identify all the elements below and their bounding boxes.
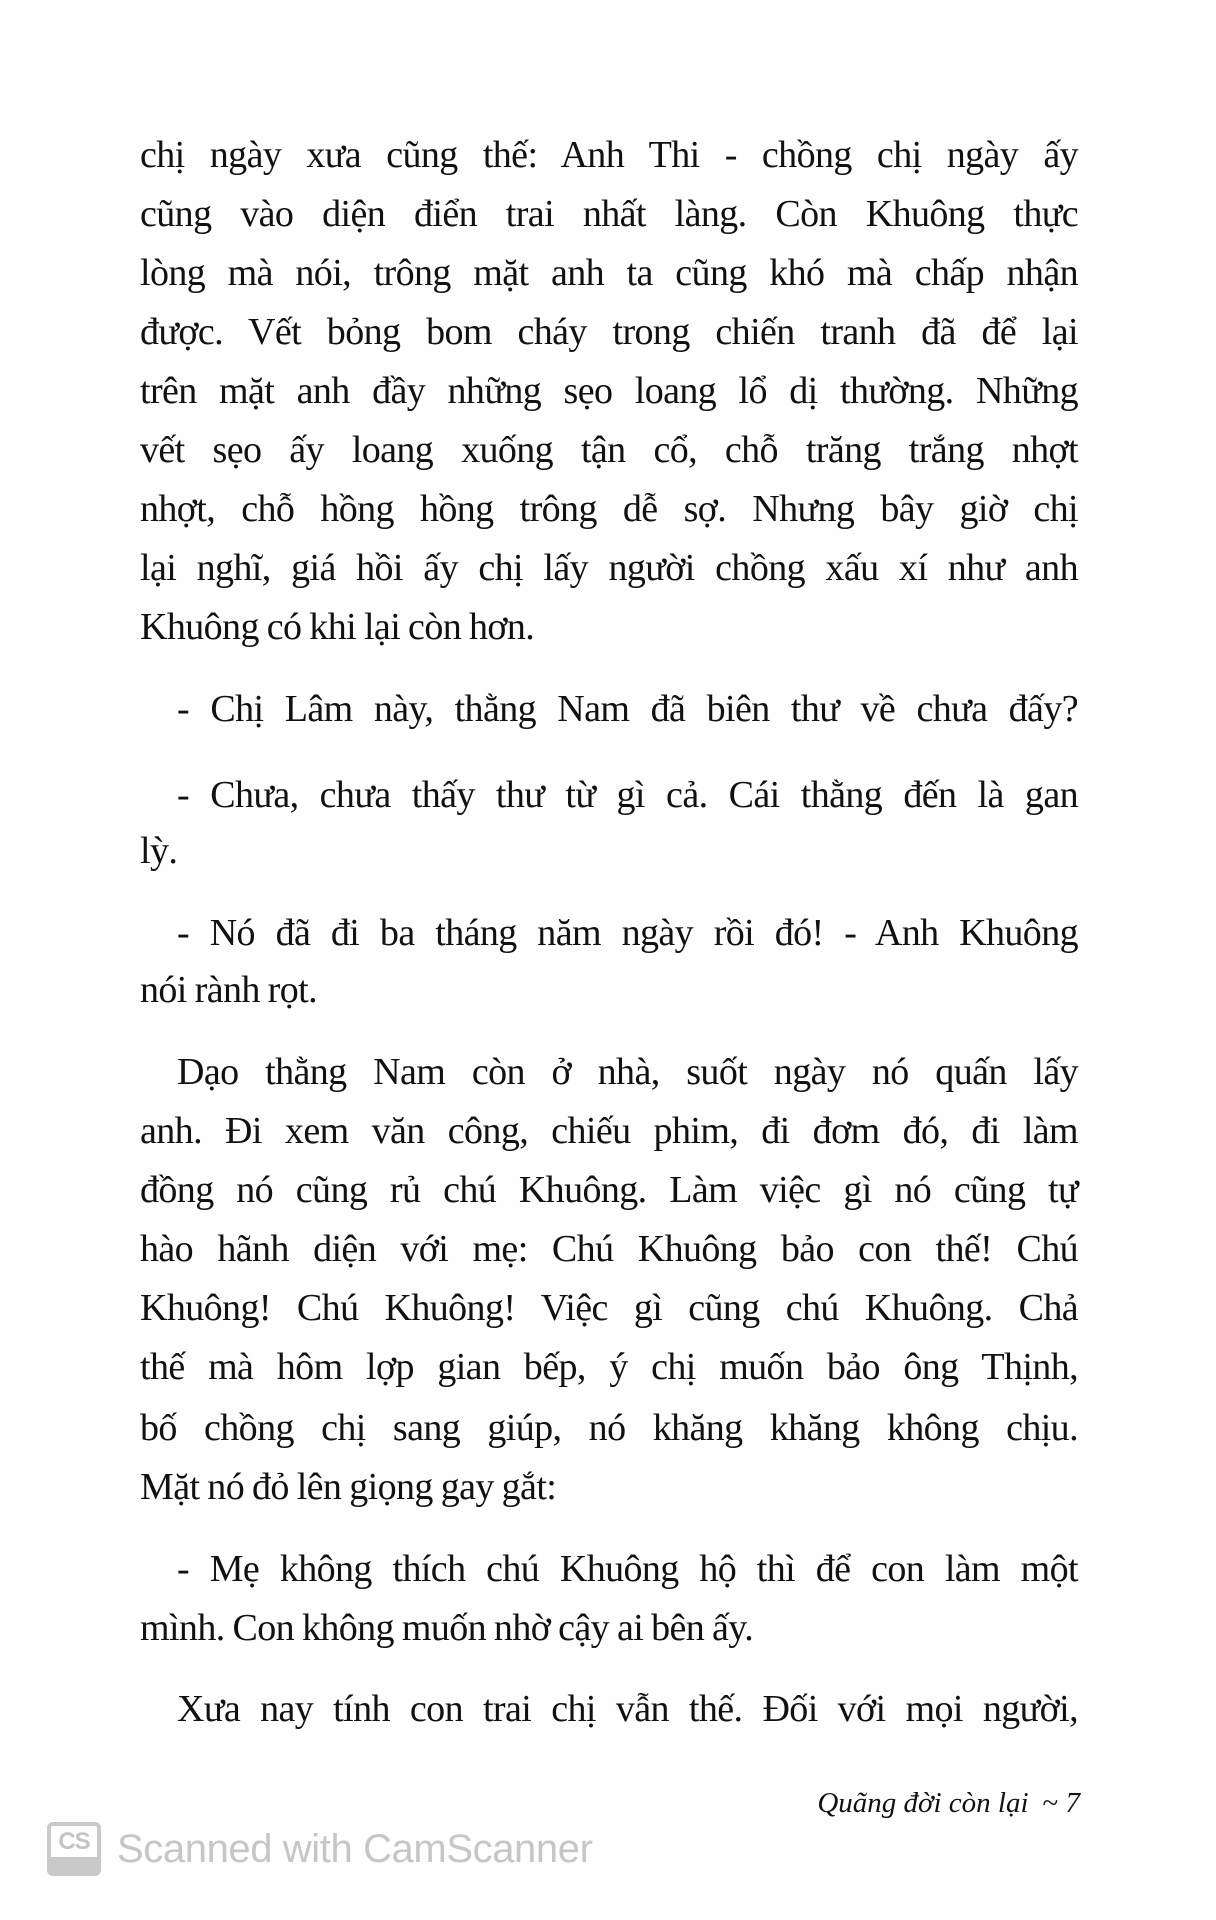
text-line: nói rành rọt.	[140, 969, 317, 1011]
text-line: nhợt, chỗ hồng hồng trông dễ sợ. Nhưng bây giờ chị	[140, 488, 1078, 530]
text-line: Dạo thằng Nam còn ở nhà, suốt ngày nó quấn lấy	[177, 1051, 1078, 1093]
logo-text: CS	[58, 1828, 90, 1855]
text-line: - Nó đã đi ba tháng năm ngày rồi đó! - Anh Khuông	[177, 912, 1078, 954]
text-line: Khuông có khi lại còn hơn.	[140, 606, 535, 648]
text-line: Xưa nay tính con trai chị vẫn thế. Đối với mọi người,	[177, 1688, 1078, 1730]
book-title: Quãng đời còn lại	[817, 1787, 1029, 1819]
text-line: - Chị Lâm này, thằng Nam đã biên thư về chưa đấy?	[177, 688, 1078, 730]
text-line: lại nghĩ, giá hồi ấy chị lấy người chồng xấu xí như anh	[140, 547, 1078, 589]
camscanner-logo-icon	[47, 1822, 101, 1876]
logo-bar	[51, 1857, 97, 1872]
page-number: 7	[1065, 1787, 1080, 1819]
text-line: vết sẹo ấy loang xuống tận cổ, chỗ trăng trắng nhợt	[140, 429, 1078, 471]
text-line: cũng vào diện điển trai nhất làng. Còn Khuông thực	[140, 193, 1078, 235]
watermark-text: Scanned with CamScanner	[117, 1827, 593, 1871]
text-line: lòng mà nói, trông mặt anh ta cũng khó mà chấp nhận	[140, 252, 1078, 294]
text-line: - Mẹ không thích chú Khuông hộ thì để con làm một	[177, 1548, 1078, 1590]
text-line: - Chưa, chưa thấy thư từ gì cả. Cái thằng đến là gan	[177, 774, 1078, 816]
footer-separator: ~	[1042, 1787, 1059, 1819]
camscanner-watermark	[47, 1820, 593, 1878]
text-line: mình. Con không muốn nhờ cậy ai bên ấy.	[140, 1607, 754, 1649]
text-line: đồng nó cũng rủ chú Khuông. Làm việc gì nó cũng tự	[140, 1169, 1078, 1211]
text-line: Mặt nó đỏ lên giọng gay gắt:	[140, 1466, 557, 1508]
page-footer	[770, 1783, 1080, 1823]
text-line: thế mà hôm lợp gian bếp, ý chị muốn bảo ông Thịnh,	[140, 1346, 1078, 1388]
text-line: hào hãnh diện với mẹ: Chú Khuông bảo con thế! Chú	[140, 1228, 1078, 1270]
text-line: lỳ.	[140, 830, 178, 872]
text-line: chị ngày xưa cũng thế: Anh Thi - chồng chị ngày ấy	[140, 134, 1078, 176]
text-line: bố chồng chị sang giúp, nó khăng khăng không chịu.	[140, 1407, 1078, 1449]
text-line: Khuông! Chú Khuông! Việc gì cũng chú Khuông. Chả	[140, 1287, 1078, 1329]
text-line: anh. Đi xem văn công, chiếu phim, đi đơm đó, đi làm	[140, 1110, 1078, 1152]
text-line: trên mặt anh đầy những sẹo loang lổ dị thường. Những	[140, 370, 1078, 412]
text-line: được. Vết bỏng bom cháy trong chiến tranh đã để lại	[140, 311, 1078, 353]
